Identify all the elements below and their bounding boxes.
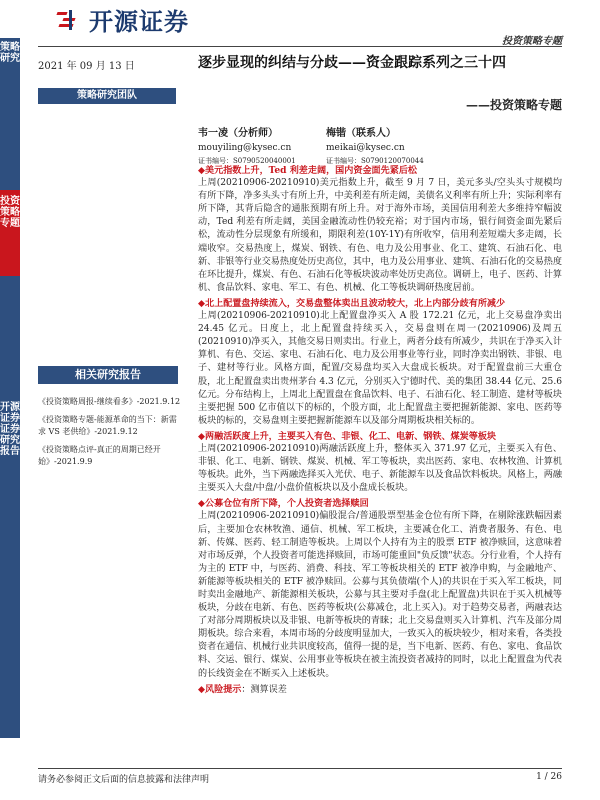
risk-heading: ◆ 风险提示 — [198, 684, 241, 695]
section-heading: ◆ 两融活跃度上升，主要买入有色、非银、化工、电新、钢铁、煤炭等板块 — [198, 430, 562, 443]
section-body: 上周(20210906-20210910)两融活跃度上升，整体买入 371.97 亿元，主要买入有色、非银、化工、电新、钢铁、煤炭、机械、军工等板块，卖出医药、家电、农林牧渔、计算机等板块。此外，当下两融选择买入光伏、电子、新能源车以及食品饮料板块。风格上，两融主要买入大盘/中盘/小盘价值板块以及小盘成长板块。 — [198, 443, 562, 494]
section-heading: ◆ 美元指数上升，Ted 利差走阔，国内资金面先紧后松 — [198, 164, 562, 177]
risk-body: ：测算误差 — [241, 684, 287, 695]
logo-text: 开源证券 — [89, 8, 189, 36]
report-body — [198, 164, 562, 699]
footer-divider — [38, 768, 562, 769]
report-date: 2021 年 09 月 13 日 — [38, 61, 135, 72]
related-report-link[interactable]: 《投资策略专题-能源革命的当下：新需求 VS 老供给》-2021.9.12 — [38, 415, 177, 436]
sidebar-label-bottom: 开源证券 证券研究报告 — [0, 402, 20, 457]
section-heading: ◆ 北上配置盘持续流入，交易盘整体卖出且波动较大，北上内部分歧有所减少 — [198, 297, 562, 310]
sidebar — [0, 38, 20, 738]
header-divider — [38, 46, 562, 47]
sidebar-label-mid: 投资策略专题 — [0, 196, 20, 229]
author-card — [326, 124, 496, 166]
sidebar-label-top: 策略研究 — [0, 42, 20, 64]
logo-mark-icon — [55, 8, 83, 32]
related-report-link[interactable]: 《投资策略点评-真正的周期已经开始》-2021.9.9 — [38, 445, 161, 466]
author-name: 梅锴（联系人） — [326, 128, 396, 139]
report-series: ——投资策略专题 — [465, 98, 562, 112]
report-title: 逐步显现的纠结与分歧——资金跟踪系列之三十四 — [198, 55, 506, 71]
team-label: 策略研究团队 — [38, 88, 176, 104]
author-name: 韦一凌（分析师） — [198, 128, 278, 139]
related-reports-header: 相关研究报告 — [38, 366, 178, 384]
related-report-link[interactable]: 《投资策略周报-继续看多》-2021.9.12 — [38, 397, 181, 406]
header-category: 投资策略专题 — [502, 36, 562, 47]
section-body: 上周(20210906-20210910)美元指数上升，截至 9 月 7 日，美元多头/空头头寸规模均有所下降，净多头头寸有所上升，中美利差有所走阔，美债名义利率有所上升；实际利率有所下降，其背后隐含的通胀预期有所上升。对于海外市场，美国信用利差大多维持窄幅波动，Ted 利差有所走阔，美国金融流动性仍较充裕；对于国内市场，银行间资金面先紧后松，流动性分层现象有所缓和，期限利差(10Y-1Y)有所收窄，信用利差短端大多走阔，长端收窄。交易热度上，煤炭、钢铁、有色、电力及公用事业、化工、建筑、石油石化、电新、非银等行业交易热度处历史高位，其中，电力及公用事业、建筑、石油石化的交易热度在环比提升，煤炭、有色、石油石化等板块波动率处历史高位。调研上，电子、医药、计算机、食品饮料、家电、军工、有色、机械、化工等板块调研热度居前。 — [198, 178, 562, 293]
risk-line — [198, 683, 562, 697]
author-cert: 证书编号：S0790120070044 — [326, 157, 424, 165]
page-number: 1 / 26 — [536, 772, 562, 782]
section-body: 上周(20210906-20210910)北上配置盘净买入 A 股 172.21 亿元，北上交易盘净卖出 24.45 亿元。日度上，北上配置盘持续买入，交易盘则在周一(20210906)及周五(20210910)净买入，其他交易日则卖出。行业上，两者分歧有所减少，共识在于净买入计算机、有色、交运、家电、石油石化、电力及公用事业等行业，同时净卖出钢铁、非银、电子、建材等行业。风格方面，配置/交易盘均买入大盘成长板块。对于配置盘前三大重仓股，北上配置盘卖出贵州茅台 4.3 亿元，分别买入宁德时代、美的集团 38.44 亿元、25.6 亿元。分布结构上，上周北上配置盘在食品饮料、电子、石油石化、轻工制造、建材等板块主要把握 500 亿市值以下的标的，个股方面，北上配置盘主要把握新能源、家电、医药等板块的标的，交易盘则主要把握新能源车以及部分周期板块相关标的。 — [198, 311, 562, 426]
brand-logo — [55, 2, 189, 37]
author-email[interactable]: meikai@kysec.cn — [326, 143, 405, 153]
footer-disclaimer: 请务必参阅正文后面的信息披露和法律声明 — [38, 775, 210, 785]
section-body: 上周(20210906-20210910)偏股混合/普通股票型基金仓位有所下降，在剔除涨跌幅因素后，主要加仓农林牧渔、通信、机械、军工板块，主要减仓化工、消费者服务、有色、电新、传媒、医药、轻工制造等板块。上周以个人持有为主的股票 ETF 被净赎回，这意味着对市场反弹，个人投资者可能选择赎回，市场可能重回"负反馈"状态。分行业看，个人持有为主的 ETF 中，与医药、消费、科技、军工等板块相关的 ETF 被净申购，与金融地产、新能源等板块相关的 ETF 被净赎回。公募与其负债端(个人)的共识在于买入军工板块，同时卖出金融地产、新能源相关板块，公募与其主要对手盘(北上配置盘)共识在于买入机械等板块，分歧在电新、有色、医药等板块(公募减仓，北上买入)。对于趋势交易者，两融表达了对部分周期板块以及非银、电新等板块的青睐；北上交易盘则买入计算机、汽车及部分周期板块。综合来看，本周市场的分歧度明显加大，一致买入的板块较少，相对来看，各类投资者在通信、机械行业共识度较高，值得一提的是，当下电新、医药、有色、家电、食品饮料、交运、银行、煤炭、公用事业等板块在被主流投资者减持的同时，以北上配置盘为代表的长线资金在不断买入上述板块。 — [198, 511, 562, 679]
author-email[interactable]: mouyiling@kysec.cn — [198, 143, 292, 153]
section-heading: ◆ 公募仓位有所下降，个人投资者选择赎回 — [198, 497, 562, 510]
author-cert: 证书编号：S0790520040001 — [198, 157, 296, 165]
related-reports-list — [38, 396, 183, 474]
